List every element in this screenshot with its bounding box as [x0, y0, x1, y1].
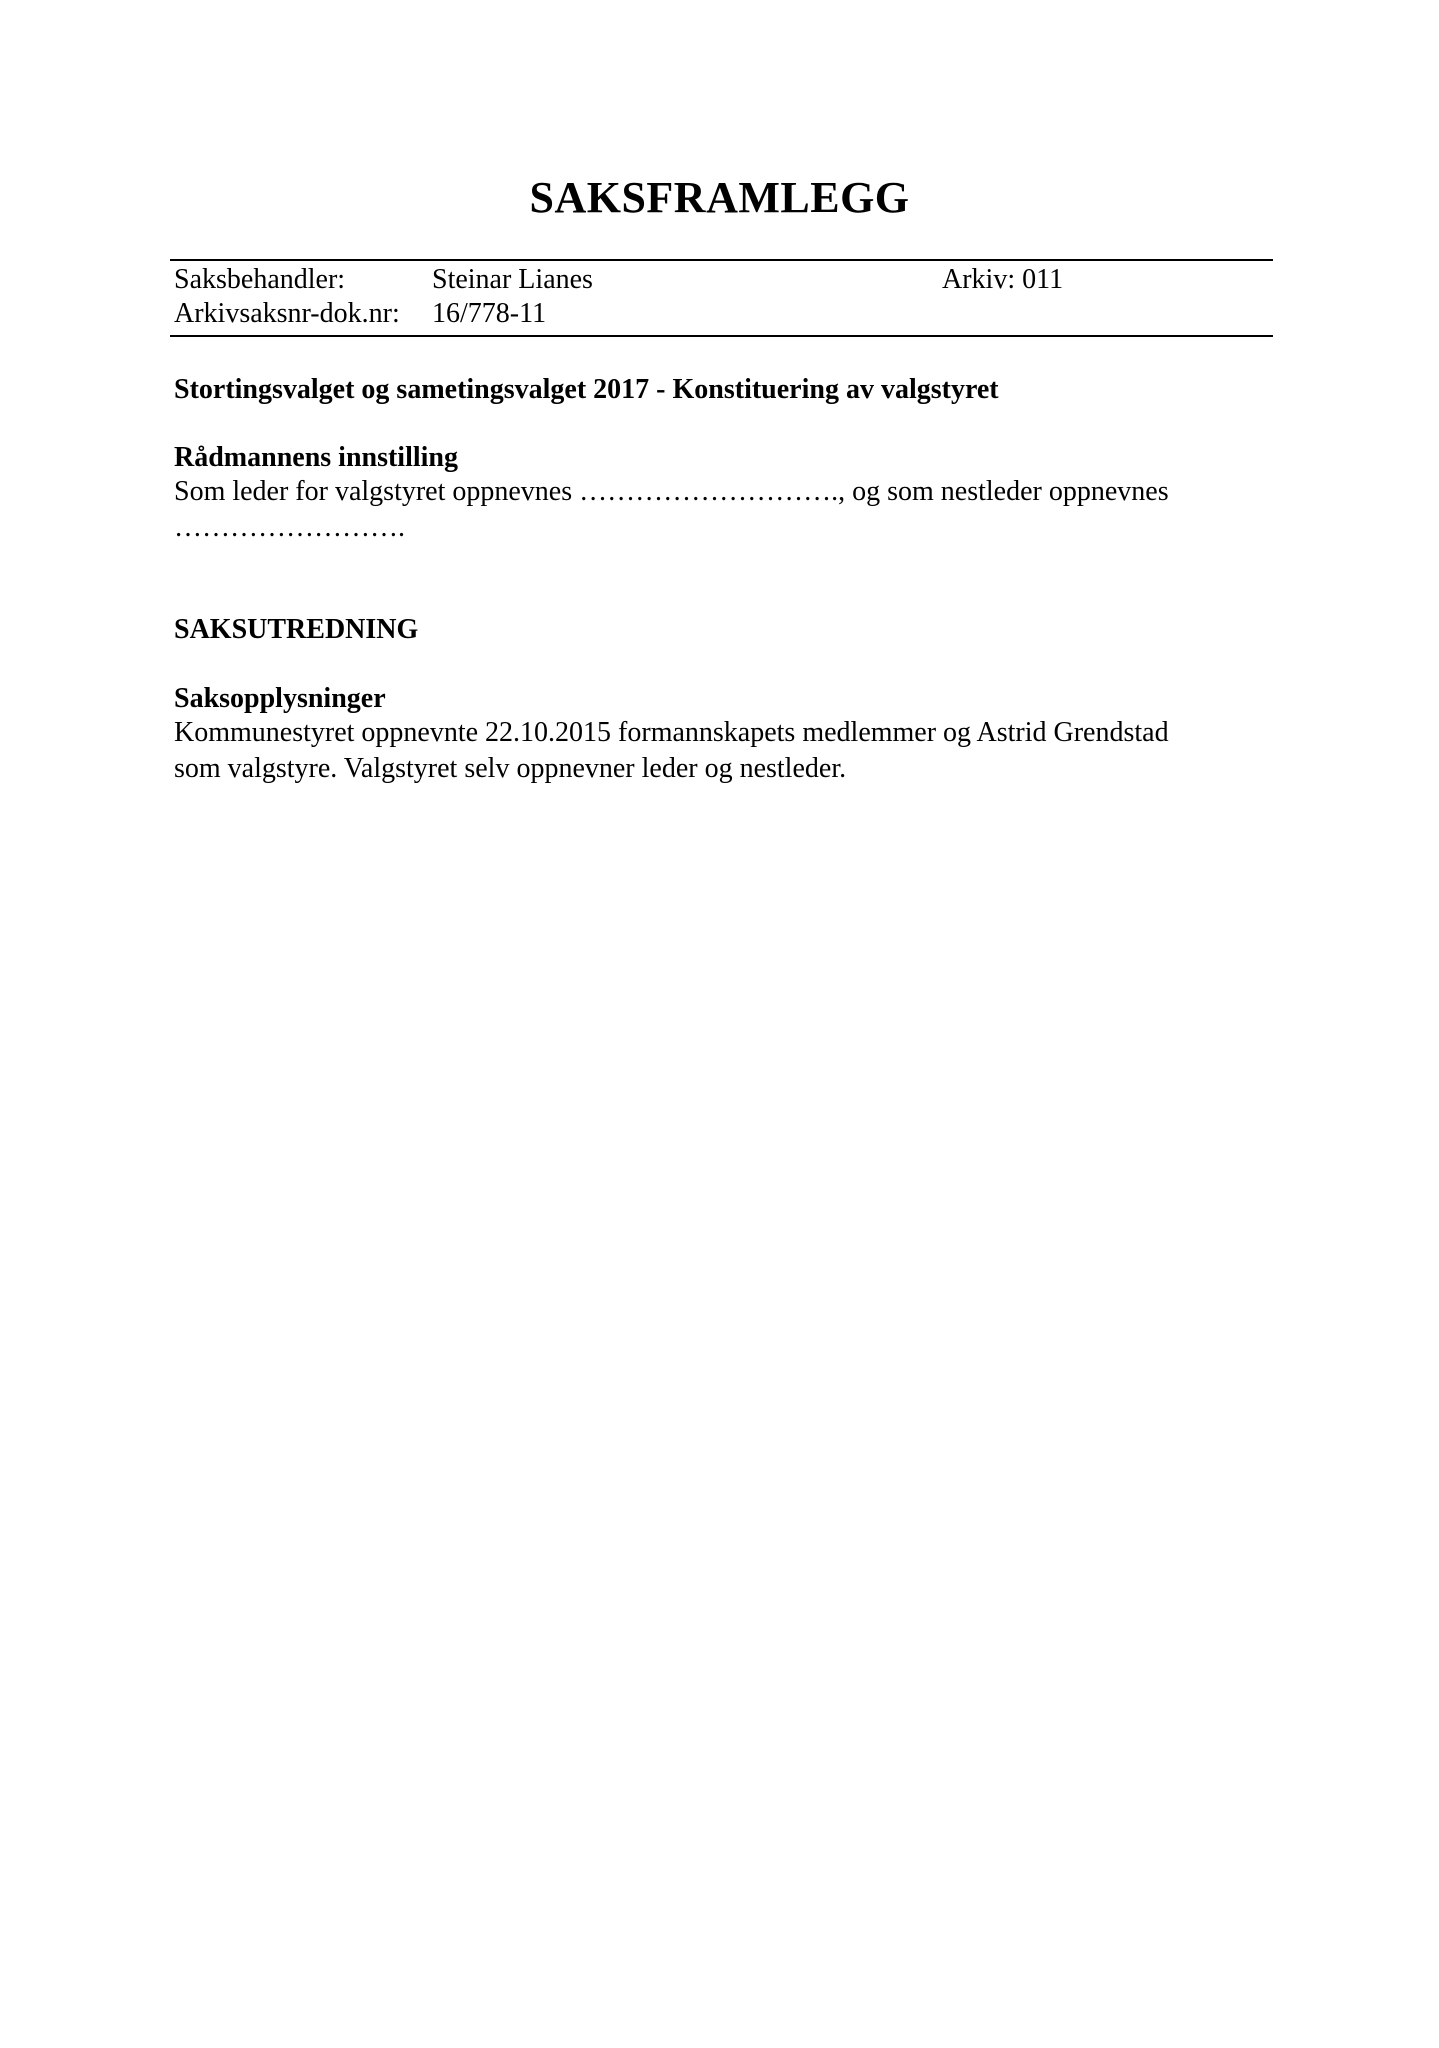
saksopplysninger-line-1: Kommunestyret oppnevnte 22.10.2015 formannskapets medlemmer og Astrid Grendstad: [174, 717, 1169, 748]
header-top-divider: [170, 259, 1273, 261]
saksopplysninger-line-2: som valgstyre. Valgstyret selv oppnevner leder og nestleder.: [174, 753, 847, 784]
arkivsaksnr-label: Arkivsaksnr-dok.nr:: [174, 298, 400, 329]
saksopplysninger-heading: Saksopplysninger: [174, 683, 386, 714]
saksbehandler-label: Saksbehandler:: [174, 264, 346, 295]
case-subject: Stortingsvalget og sametingsvalget 2017 - Konstituering av valgstyret: [174, 374, 999, 405]
saksutredning-heading: SAKSUTREDNING: [174, 614, 419, 645]
arkiv-value: Arkiv: 011: [942, 264, 1064, 295]
recommendation-heading: Rådmannens innstilling: [174, 442, 458, 473]
header-bottom-divider: [170, 335, 1273, 337]
recommendation-line-1: Som leder for valgstyret oppnevnes ………………………., og som nestleder oppnevnes: [174, 476, 1169, 507]
recommendation-line-2: …………………….: [174, 512, 405, 543]
document-title: SAKSFRAMLEGG: [529, 173, 910, 222]
arkivsaksnr-value: 16/778-11: [432, 298, 547, 329]
saksbehandler-value: Steinar Lianes: [432, 264, 593, 295]
